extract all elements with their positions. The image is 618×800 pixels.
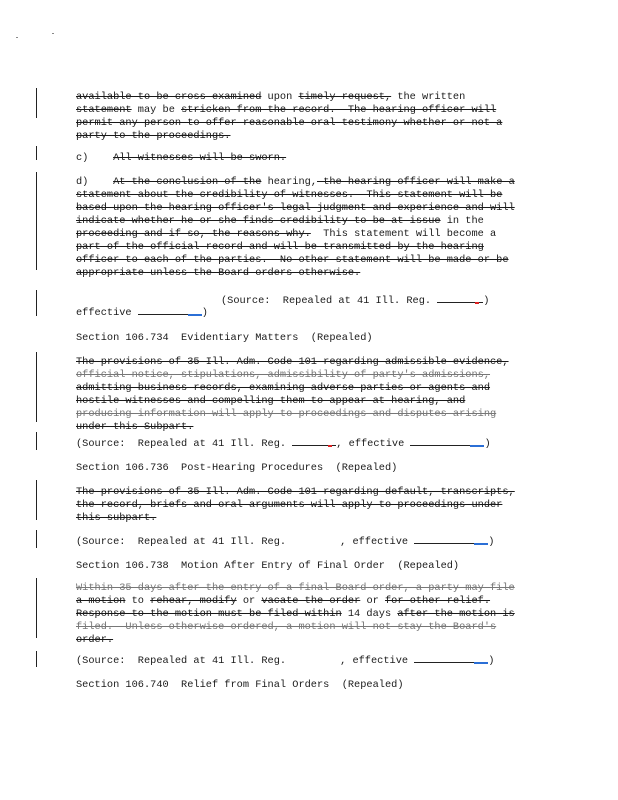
item-d-line: d) At the conclusion of the hearing, the hearing officer will make a bbox=[76, 176, 515, 188]
section-heading: Section 106.736 Post-Hearing Procedures (Repealed) bbox=[76, 462, 398, 474]
scan-speck bbox=[52, 33, 54, 34]
source-note: (Source: Repealed at 41 Ill. Reg. ) bbox=[221, 295, 490, 307]
item-d-line: based upon the hearing officer's legal judgment and experience and will bbox=[76, 202, 515, 214]
item-c: c) All witnesses will be sworn. bbox=[76, 152, 287, 164]
paragraph-line: The provisions of 35 Ill. Adm. Code 101 regarding default, transcripts, bbox=[76, 486, 515, 498]
item-d-line: indicate whether he or she finds credibility to be at issue in the bbox=[76, 215, 484, 227]
paragraph-line: this subpart. bbox=[76, 512, 157, 524]
section-heading: Section 106.738 Motion After Entry of Final Order (Repealed) bbox=[76, 560, 460, 572]
paragraph-line: official notice, stipulations, admissibility of party's admissions, bbox=[76, 369, 491, 381]
change-bar bbox=[36, 172, 37, 270]
change-bar bbox=[36, 480, 37, 520]
paragraph-line: party to the proceedings. bbox=[76, 130, 231, 142]
paragraph-line: under this Subpart. bbox=[76, 421, 194, 433]
change-bar bbox=[36, 651, 37, 667]
paragraph-line: hostile witnesses and compelling them to appear at hearing, and bbox=[76, 395, 466, 407]
change-bar bbox=[36, 352, 37, 422]
paragraph-line: the record, briefs and oral arguments will apply to proceedings under bbox=[76, 499, 503, 511]
paragraph-line: available to be cross examined upon timely request, the written bbox=[76, 91, 466, 103]
paragraph-line: permit any person to offer reasonable oral testimony whether or not a bbox=[76, 117, 503, 129]
item-d-line: statement about the credibility of witnesses. This statement will be bbox=[76, 189, 503, 201]
item-d-line: appropriate unless the Board orders otherwise. bbox=[76, 267, 361, 279]
change-bar bbox=[36, 290, 37, 316]
item-d-line: proceeding and if so, the reasons why. This statement will become a bbox=[76, 228, 497, 240]
change-bar bbox=[36, 530, 37, 548]
change-bar bbox=[36, 88, 37, 118]
item-d-line: part of the official record and will be transmitted by the hearing bbox=[76, 241, 484, 253]
source-note: (Source: Repealed at 41 Ill. Reg. , effective ) bbox=[76, 536, 495, 548]
paragraph-line: Response to the motion must be filed within 14 days after the motion is bbox=[76, 608, 515, 620]
item-d-line: officer to each of the parties. No other statement will be made or be bbox=[76, 254, 509, 266]
paragraph-line: The provisions of 35 Ill. Adm. Code 101 regarding admissible evidence, bbox=[76, 356, 509, 368]
paragraph-line: filed. Unless otherwise ordered, a motion will not stay the Board's bbox=[76, 621, 497, 633]
source-note: (Source: Repealed at 41 Ill. Reg. , effective ) bbox=[76, 655, 495, 667]
paragraph-line: producing information will apply to proceedings and disputes arising bbox=[76, 408, 497, 420]
paragraph-line: order. bbox=[76, 634, 114, 646]
change-bar bbox=[36, 146, 37, 160]
change-bar bbox=[36, 578, 37, 638]
change-bar bbox=[36, 432, 37, 450]
paragraph-line: admitting business records, examining adverse parties or agents and bbox=[76, 382, 491, 394]
section-heading: Section 106.734 Evidentiary Matters (Repealed) bbox=[76, 332, 373, 344]
scan-speck bbox=[16, 37, 18, 38]
paragraph-line: Within 35 days after the entry of a final Board order, a party may file bbox=[76, 582, 515, 594]
section-heading: Section 106.740 Relief from Final Orders (Repealed) bbox=[76, 679, 404, 691]
source-note: (Source: Repealed at 41 Ill. Reg. , effective ) bbox=[76, 438, 491, 450]
paragraph-line: statement may be stricken from the record. The hearing officer will bbox=[76, 104, 497, 116]
paragraph-line: a motion to rehear, modify or vacate the order or for other relief. bbox=[76, 595, 491, 607]
source-note-effective: effective ) bbox=[76, 307, 208, 319]
